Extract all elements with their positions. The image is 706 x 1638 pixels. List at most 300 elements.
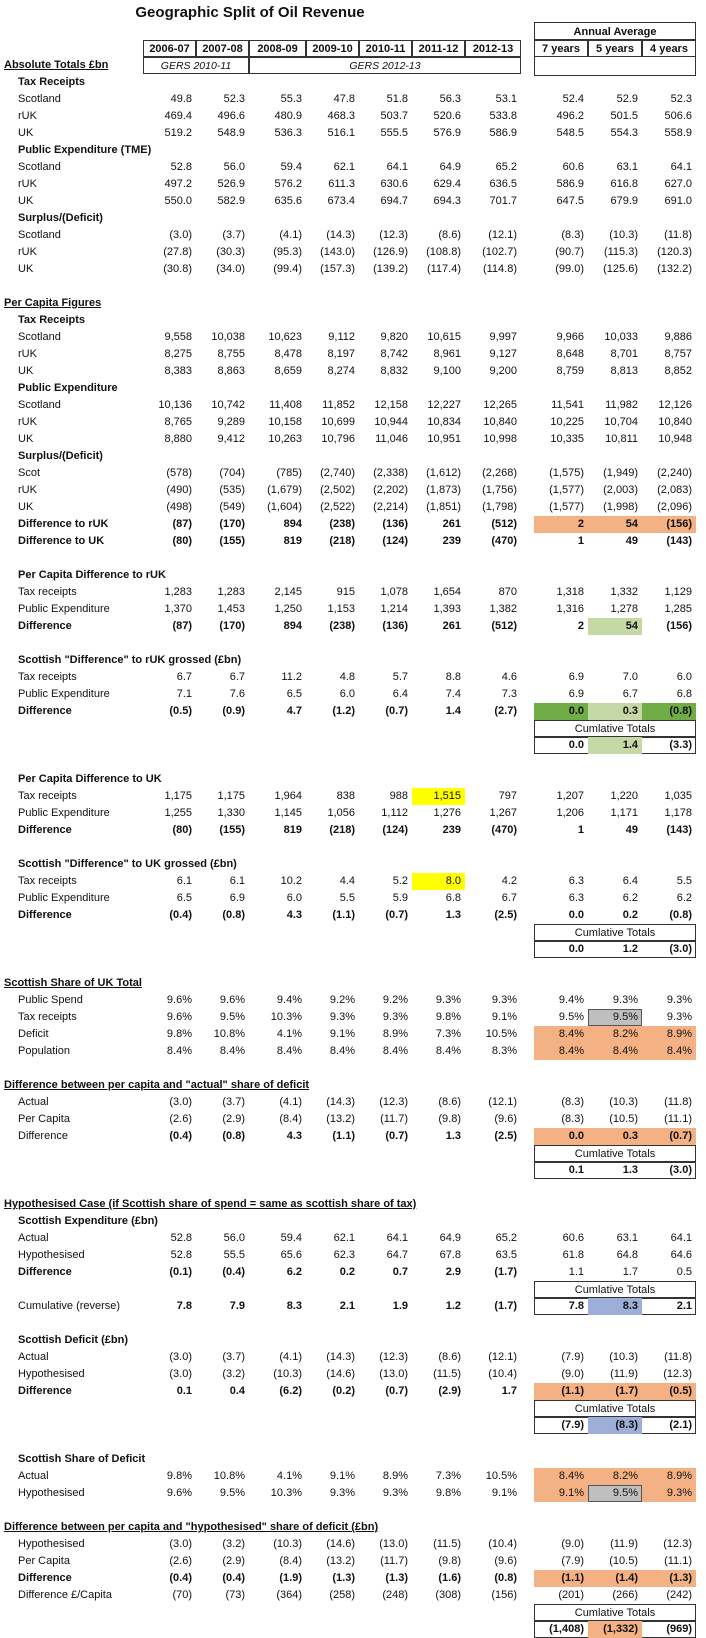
year-value-cell: (124): [382, 535, 408, 547]
year-value-cell: (1,756): [482, 484, 517, 496]
section-heading: [0, 1077, 706, 1094]
cumulative-totals-row: [0, 1417, 706, 1434]
year-value-cell: (9.8): [438, 1555, 461, 1567]
average-value-cell: 10,840: [658, 416, 692, 428]
year-value-cell: (114.8): [482, 263, 517, 275]
year-value-cell: 10,699: [321, 416, 355, 428]
average-value-cell: 1,129: [664, 586, 692, 598]
year-value-cell: 1,393: [433, 603, 461, 615]
year-value-cell: (512): [491, 620, 517, 632]
year-value-cell: 9.8%: [166, 1028, 192, 1040]
year-value-cell: 9,997: [489, 331, 517, 343]
year-value-cell: (9.8): [438, 1113, 461, 1125]
year-value-cell: 8,832: [380, 365, 408, 377]
year-value-cell: 7.4: [445, 688, 461, 700]
average-value-cell: 8.9%: [642, 1026, 696, 1043]
average-value-cell: 6.2: [622, 892, 638, 904]
average-value-cell: (12.3): [663, 1538, 692, 1550]
row-label: UK: [18, 195, 34, 207]
average-value-cell: 1,207: [556, 790, 584, 802]
average-value-cell: 9.5%: [558, 1011, 584, 1023]
year-value-cell: 9.3%: [382, 1487, 408, 1499]
year-value-cell: 10,998: [483, 433, 517, 445]
year-value-cell: 5.7: [392, 671, 408, 683]
year-value-cell: (238): [329, 620, 355, 632]
year-value-cell: 988: [389, 790, 408, 802]
table-row: [0, 1366, 706, 1383]
year-value-cell: 894: [283, 620, 302, 632]
average-value-cell: 8,759: [556, 365, 584, 377]
row-label: Scotland: [18, 93, 61, 105]
row-label: rUK: [18, 348, 37, 360]
average-value-cell: 11,541: [551, 399, 584, 411]
average-value-cell: (143): [666, 535, 692, 547]
average-value-cell: 63.1: [616, 161, 638, 173]
year-value-cell: (6.2): [279, 1385, 302, 1397]
average-value-cell: 10,811: [605, 433, 638, 445]
year-value-cell: 9,127: [489, 348, 517, 360]
row-label: Population: [18, 1045, 70, 1057]
year-value-cell: (27.8): [163, 246, 192, 258]
year-value-cell: 9.6%: [219, 994, 245, 1006]
average-value-cell: 1,278: [610, 603, 638, 615]
year-value-cell: 9.4%: [276, 994, 302, 1006]
year-value-cell: 635.6: [274, 195, 302, 207]
average-value-cell: 6.8: [676, 688, 692, 700]
table-row: [0, 669, 706, 686]
table-row: [0, 601, 706, 618]
year-value-cell: (0.1): [169, 1266, 192, 1278]
average-value-cell: 0.2: [622, 909, 638, 921]
year-value-cell: 9.1%: [329, 1470, 355, 1482]
year-value-cell: 630.6: [380, 178, 408, 190]
row-label: Actual: [18, 1470, 49, 1482]
row-label: Scotland: [18, 161, 61, 173]
year-value-cell: (1.3): [332, 1572, 355, 1584]
year-value-cell: 4.8: [339, 671, 355, 683]
average-value-cell: 9.3%: [666, 1011, 692, 1023]
year-value-cell: 10,615: [427, 331, 461, 343]
average-value-cell: 6.3: [568, 875, 584, 887]
year-value-cell: 1,175: [164, 790, 192, 802]
year-value-cell: (2.6): [169, 1113, 192, 1125]
average-value-cell: 616.8: [610, 178, 638, 190]
row-label: Difference: [18, 824, 72, 836]
year-value-cell: 1,056: [327, 807, 355, 819]
year-value-cell: 1,330: [217, 807, 245, 819]
average-value-cell: (143): [666, 824, 692, 836]
table-row: [0, 125, 706, 142]
year-value-cell: 8,478: [274, 348, 302, 360]
year-value-cell: (3.0): [169, 1351, 192, 1363]
year-value-cell: 894: [283, 518, 302, 530]
average-value-cell: (1,575): [549, 467, 584, 479]
year-value-cell: 2.9: [445, 1266, 461, 1278]
year-value-cell: (785): [276, 467, 302, 479]
table-row: [0, 516, 706, 533]
year-value-cell: (3.0): [169, 1096, 192, 1108]
year-value-cell: 10,796: [321, 433, 355, 445]
year-value-cell: 5.9: [392, 892, 408, 904]
year-value-cell: 8,659: [274, 365, 302, 377]
year-value-cell: 5.5: [339, 892, 355, 904]
heading-label: Scottish Share of UK Total: [4, 977, 142, 989]
row-label: Per Capita: [18, 1555, 70, 1567]
average-value-cell: (115.3): [603, 246, 638, 258]
year-value-cell: (2.9): [222, 1555, 245, 1567]
table-row: [0, 329, 706, 346]
year-value-cell: 9.3%: [329, 1487, 355, 1499]
year-value-cell: 7.3%: [435, 1470, 461, 1482]
average-value-cell: (0.7): [642, 1128, 696, 1145]
year-value-cell: 838: [336, 790, 355, 802]
year-value-cell: 1,453: [217, 603, 245, 615]
year-value-cell: 10,038: [211, 331, 245, 343]
year-value-cell: 480.9: [274, 110, 302, 122]
table-row: [0, 1128, 706, 1145]
table-row: [0, 703, 706, 720]
year-value-cell: 11,408: [269, 399, 302, 411]
heading-label: Scottish Expenditure (£bn): [18, 1215, 158, 1227]
year-value-cell: 10.5%: [485, 1028, 517, 1040]
average-value-cell: 0.0: [534, 703, 588, 720]
year-value-cell: 497.2: [164, 178, 192, 190]
year-value-cell: (2,522): [320, 501, 355, 513]
year-value-cell: 9.1%: [491, 1011, 517, 1023]
year-value-cell: (4.1): [279, 1351, 302, 1363]
year-value-cell: (34.0): [216, 263, 245, 275]
year-value-cell: 1,175: [217, 790, 245, 802]
year-value-cell: (578): [166, 467, 192, 479]
year-value-cell: (12.1): [488, 1351, 517, 1363]
year-value-cell: 8.3%: [491, 1045, 517, 1057]
year-value-cell: 9,412: [217, 433, 245, 445]
year-value-cell: 9,200: [489, 365, 517, 377]
cumulative-totals-header: Cumlative Totals: [534, 1604, 696, 1621]
row-label: rUK: [18, 178, 37, 190]
average-value-cell: 12,126: [658, 399, 692, 411]
year-header: 2007-08: [196, 40, 249, 57]
heading-label: Scottish Deficit (£bn): [18, 1334, 129, 1346]
year-value-cell: (498): [166, 501, 192, 513]
year-value-cell: 8,274: [327, 365, 355, 377]
year-value-cell: 1,370: [164, 603, 192, 615]
year-value-cell: 6.1: [229, 875, 245, 887]
year-value-cell: 1.3: [445, 1130, 461, 1142]
year-value-cell: (2.9): [438, 1385, 461, 1397]
year-value-cell: 496.6: [217, 110, 245, 122]
year-value-cell: 6.1: [176, 875, 192, 887]
average-value-cell: (10.3): [609, 1096, 638, 1108]
table-row: [0, 1264, 706, 1281]
average-value-cell: (1.1): [534, 1383, 588, 1400]
year-value-cell: 10.8%: [213, 1028, 245, 1040]
row-label: rUK: [18, 110, 37, 122]
table-row: [0, 482, 706, 499]
year-value-cell: 12,227: [427, 399, 461, 411]
average-value-cell: 1,316: [556, 603, 584, 615]
average-value-cell: (8.3): [561, 229, 584, 241]
year-value-cell: 1,255: [164, 807, 192, 819]
year-value-cell: (12.1): [488, 229, 517, 241]
year-value-cell: 1,276: [433, 807, 461, 819]
year-value-cell: 4.1%: [276, 1470, 302, 1482]
year-value-cell: 576.9: [433, 127, 461, 139]
average-value-cell: 52.4: [562, 93, 584, 105]
average-value-cell: 64.1: [670, 161, 692, 173]
table-row: [0, 346, 706, 363]
year-value-cell: (0.4): [169, 1130, 192, 1142]
cumulative-total-cell: 0.0: [568, 943, 584, 955]
table-row: [0, 1009, 706, 1026]
average-value-cell: (1.4): [588, 1570, 642, 1587]
year-value-cell: 9.5%: [219, 1487, 245, 1499]
year-value-cell: (3.0): [169, 1538, 192, 1550]
row-label: Per Capita: [18, 1113, 70, 1125]
year-value-cell: (155): [219, 824, 245, 836]
average-value-cell: (1,577): [549, 501, 584, 513]
gers-source-label: GERS 2012-13: [249, 57, 521, 74]
average-value-cell: 506.6: [664, 110, 692, 122]
year-value-cell: 8.9%: [382, 1470, 408, 1482]
average-value-cell: 1,220: [610, 790, 638, 802]
average-value-cell: (1.3): [642, 1570, 696, 1587]
year-value-cell: 4.2: [501, 875, 517, 887]
heading-label: Public Expenditure: [18, 382, 118, 394]
year-value-cell: (170): [219, 518, 245, 530]
year-value-cell: 8.4%: [435, 1045, 461, 1057]
year-value-cell: 239: [442, 535, 461, 547]
section-heading: [0, 57, 706, 74]
average-value-cell: 60.6: [562, 161, 584, 173]
year-value-cell: 468.3: [327, 110, 355, 122]
year-value-cell: (12.1): [488, 1096, 517, 1108]
year-value-cell: 548.9: [217, 127, 245, 139]
year-value-cell: 8,765: [164, 416, 192, 428]
average-value-cell: 7.8: [568, 1300, 584, 1312]
year-value-cell: 6.5: [286, 688, 302, 700]
average-value-cell: 1,035: [664, 790, 692, 802]
year-value-cell: (1,798): [482, 501, 517, 513]
year-value-cell: 2.1: [339, 1300, 355, 1312]
row-label: Difference: [18, 620, 72, 632]
year-value-cell: (1.7): [494, 1300, 517, 1312]
year-value-cell: (0.9): [222, 705, 245, 717]
average-value-cell: 0.3: [588, 703, 642, 720]
row-label: Actual: [18, 1096, 49, 1108]
section-heading: [0, 1519, 706, 1536]
year-header: 2009-10: [306, 40, 359, 57]
heading-label: Per Capita Difference to rUK: [18, 569, 166, 581]
average-value-cell: (10.5): [609, 1113, 638, 1125]
year-value-cell: (2,502): [320, 484, 355, 496]
table-row: [0, 227, 706, 244]
table-row: [0, 805, 706, 822]
year-value-cell: (308): [435, 1589, 461, 1601]
cumulative-total-cell: (2.1): [669, 1419, 692, 1431]
year-value-cell: 62.3: [333, 1249, 355, 1261]
year-value-cell: (14.6): [326, 1368, 355, 1380]
average-value-cell: 6.9: [568, 671, 584, 683]
average-value-cell: (266): [612, 1589, 638, 1601]
year-value-cell: 10.3%: [270, 1487, 302, 1499]
year-value-cell: (1,851): [426, 501, 461, 513]
cumulative-total-cell: (3.0): [669, 1164, 692, 1176]
year-value-cell: 503.7: [380, 110, 408, 122]
heading-label: Surplus/(Deficit): [18, 450, 103, 462]
year-value-cell: 6.7: [501, 892, 517, 904]
table-row: [0, 1247, 706, 1264]
average-value-cell: 2: [534, 516, 588, 533]
table-row: [0, 1111, 706, 1128]
year-value-cell: 67.8: [439, 1249, 461, 1261]
average-value-cell: (8.3): [561, 1113, 584, 1125]
average-value-cell: 54: [588, 618, 642, 635]
average-value-cell: 1: [577, 535, 584, 547]
year-value-cell: 0.7: [392, 1266, 408, 1278]
year-value-cell: 533.8: [489, 110, 517, 122]
table-row: [0, 992, 706, 1009]
row-label: Scotland: [18, 229, 61, 241]
year-value-cell: (80): [172, 535, 192, 547]
heading-label: Tax Receipts: [18, 76, 86, 88]
average-value-cell: 10,225: [550, 416, 584, 428]
row-label: Tax receipts: [18, 875, 77, 887]
year-value-cell: (2.5): [494, 909, 517, 921]
average-value-cell: (1.7): [588, 1383, 642, 1400]
year-value-cell: (8.6): [438, 1351, 461, 1363]
year-value-cell: 536.3: [274, 127, 302, 139]
average-value-cell: 6.4: [622, 875, 638, 887]
year-value-cell: (3.7): [222, 1096, 245, 1108]
year-value-cell: 586.9: [489, 127, 517, 139]
year-value-cell: 56.0: [223, 161, 245, 173]
year-value-cell: (0.8): [494, 1572, 517, 1584]
year-value-cell: 4.6: [501, 671, 517, 683]
year-value-cell: 12,265: [483, 399, 517, 411]
average-value-cell: 9.3%: [666, 994, 692, 1006]
row-label: Scotland: [18, 331, 61, 343]
average-value-cell: (8.3): [561, 1096, 584, 1108]
year-value-cell: (8.4): [279, 1113, 302, 1125]
year-value-cell: 1,283: [164, 586, 192, 598]
average-value-cell: 49: [625, 824, 638, 836]
year-value-cell: (143.0): [320, 246, 355, 258]
year-value-cell: 915: [336, 586, 355, 598]
year-value-cell: (3.7): [222, 1351, 245, 1363]
section-heading: [0, 295, 706, 312]
table-row: [0, 363, 706, 380]
average-value-cell: (2,003): [603, 484, 638, 496]
year-value-cell: (9.6): [494, 1113, 517, 1125]
year-value-cell: (108.8): [426, 246, 461, 258]
average-value-cell: (7.9): [561, 1555, 584, 1567]
year-value-cell: (0.7): [385, 1385, 408, 1397]
year-value-cell: 9,558: [164, 331, 192, 343]
heading-label: Difference between per capita and "hypothesised" share of deficit (£bn): [4, 1521, 379, 1533]
year-value-cell: 9.6%: [166, 1011, 192, 1023]
year-value-cell: 49.8: [170, 93, 192, 105]
average-value-cell: 1.7: [622, 1266, 638, 1278]
average-value-cell: 679.9: [610, 195, 638, 207]
year-value-cell: (1.6): [438, 1572, 461, 1584]
cumulative-totals-row: [0, 1621, 706, 1638]
cumulative-total-cell: 1.4: [588, 737, 642, 754]
cumulative-total-cell: (7.9): [561, 1419, 584, 1431]
table-row: [0, 159, 706, 176]
row-label: rUK: [18, 484, 37, 496]
row-label: Difference: [18, 909, 72, 921]
year-value-cell: 65.6: [280, 1249, 302, 1261]
average-value-cell: 496.2: [556, 110, 584, 122]
average-value-cell: (9.0): [561, 1368, 584, 1380]
year-value-cell: (3.2): [222, 1538, 245, 1550]
average-value-cell: 558.9: [664, 127, 692, 139]
year-value-cell: 6.8: [445, 892, 461, 904]
year-value-cell: 519.2: [164, 127, 192, 139]
average-value-cell: 64.8: [616, 1249, 638, 1261]
year-value-cell: (10.4): [488, 1538, 517, 1550]
year-value-cell: 8.8: [445, 671, 461, 683]
table-row: [0, 822, 706, 839]
year-value-cell: (87): [172, 518, 192, 530]
row-label: Deficit: [18, 1028, 49, 1040]
cumulative-total-cell: (3.3): [669, 739, 692, 751]
average-value-cell: 8.4%: [588, 1043, 642, 1060]
year-value-cell: (139.2): [373, 263, 408, 275]
table-row: [0, 244, 706, 261]
year-value-cell: (12.3): [379, 1351, 408, 1363]
average-value-cell: 548.5: [556, 127, 584, 139]
year-value-cell: 1,078: [380, 586, 408, 598]
year-value-cell: (218): [329, 535, 355, 547]
table-row: [0, 193, 706, 210]
year-value-cell: 611.3: [328, 178, 355, 190]
year-value-cell: 261: [442, 620, 461, 632]
year-value-cell: 9.8%: [435, 1487, 461, 1499]
year-value-cell: (1,873): [426, 484, 461, 496]
average-value-cell: 8,701: [610, 348, 638, 360]
year-value-cell: (238): [329, 518, 355, 530]
year-value-cell: (364): [276, 1589, 302, 1601]
year-header: 2012-13: [465, 40, 521, 57]
year-value-cell: (0.4): [169, 1572, 192, 1584]
year-value-cell: 6.5: [176, 892, 192, 904]
year-value-cell: 65.2: [495, 1232, 517, 1244]
year-value-cell: (87): [172, 620, 192, 632]
year-value-cell: 53.1: [495, 93, 517, 105]
table-row: [0, 1587, 706, 1604]
average-value-cell: 6.7: [622, 688, 638, 700]
year-value-cell: 7.3: [501, 688, 517, 700]
year-value-cell: 10,944: [374, 416, 408, 428]
year-value-cell: 10.8%: [213, 1470, 245, 1482]
year-value-cell: 819: [283, 824, 302, 836]
year-value-cell: (136): [382, 518, 408, 530]
year-value-cell: 59.4: [280, 161, 302, 173]
year-value-cell: 520.6: [433, 110, 461, 122]
year-value-cell: (3.2): [222, 1368, 245, 1380]
year-value-cell: 1.7: [501, 1385, 517, 1397]
year-value-cell: 1.2: [445, 1300, 461, 1312]
average-value-cell: 9.1%: [534, 1485, 588, 1502]
year-value-cell: (2.6): [169, 1555, 192, 1567]
year-value-cell: (99.4): [273, 263, 302, 275]
table-row: [0, 1026, 706, 1043]
row-label: Difference: [18, 1572, 72, 1584]
year-value-cell: 10,263: [268, 433, 302, 445]
row-label: Tax receipts: [18, 671, 77, 683]
